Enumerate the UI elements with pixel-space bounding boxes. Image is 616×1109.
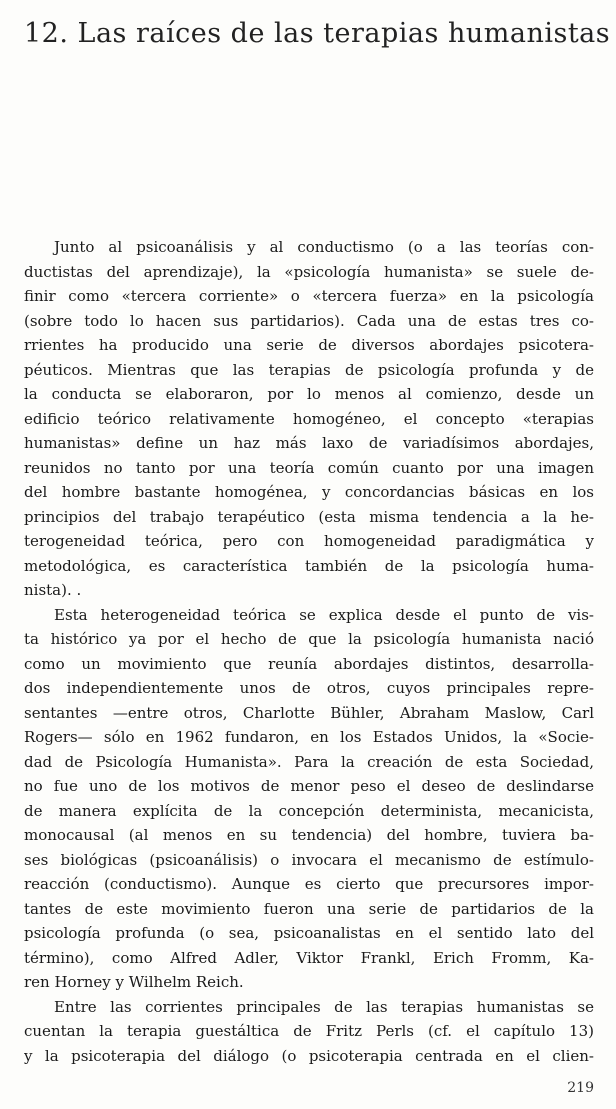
text-line: ren Horney y Wilhelm Reich. [24,973,244,991]
text-line: psicología profunda (o sea, psicoanalistas en el sentido lato del [24,924,594,942]
text-line: metodológica, es característica también de la psicología huma- [24,556,594,575]
text-line: monocausal (al menos en su tendencia) del hombre, tuviera ba- [24,826,594,844]
text-line: no fue uno de los motivos de menor peso el deseo de deslindarse [24,777,594,795]
text-line: cuentan la terapia guestáltica de Fritz Perls (cf. el capítulo 13) [24,1022,594,1040]
paragraph [24,603,594,995]
text-line: nista). . [24,581,82,599]
body-text [24,235,594,1068]
text-line: tantes de este movimiento fueron una serie de partidarios de la [24,899,594,918]
text-line: Entre las corrientes principales de las terapias humanistas se [54,997,594,1016]
text-line: (sobre todo lo hacen sus partidarios). Cada una de estas tres co- [24,311,594,330]
text-line: ductistas del aprendizaje), la «psicología humanista» se suele de- [24,262,594,281]
text-line: reunidos no tanto por una teoría común cuanto por una imagen [24,458,594,477]
paragraph [24,995,594,1069]
text-line: dad de Psicología Humanista». Para la creación de esta Sociedad, [24,752,594,771]
text-line: como un movimiento que reunía abordajes distintos, desarrolla- [24,654,594,673]
text-line: edificio teórico relativamente homogéneo, el concepto «terapias [24,409,594,428]
text-line: rrientes ha producido una serie de diversos abordajes psicotera- [24,336,594,354]
text-line: ta histórico ya por el hecho de que la psicología humanista nació [24,630,594,648]
chapter-title: 12. Las raíces de las terapias humanistas [24,18,611,49]
text-line: humanistas» define un haz más laxo de variadísimos abordajes, [24,434,594,452]
text-line: finir como «tercera corriente» o «tercera fuerza» en la psicología [24,287,594,305]
text-line: del hombre bastante homogénea, y concordancias básicas en los [24,483,594,501]
text-line: Rogers— sólo en 1962 fundaron, en los Estados Unidos, la «Socie- [24,728,594,746]
text-line: reacción (conductismo). Aunque es cierto que precursores impor- [24,875,594,893]
text-line: péuticos. Mientras que las terapias de psicología profunda y de [24,360,594,379]
paragraph [24,235,594,603]
text-line: Esta heterogeneidad teórica se explica desde el punto de vis- [54,605,594,624]
text-line: Junto al psicoanálisis y al conductismo (o a las teorías con- [54,238,594,256]
text-line: dos independientemente unos de otros, cuyos principales repre- [24,679,594,697]
text-line: sentantes —entre otros, Charlotte Bühler, Abraham Maslow, Carl [24,703,594,722]
text-line: la conducta se elaboraron, por lo menos al comienzo, desde un [24,385,594,403]
page-number: 219 [567,1080,594,1096]
text-line: término), como Alfred Adler, Viktor Frankl, Erich Fromm, Ka- [24,948,594,967]
text-line: de manera explícita de la concepción determinista, mecanicista, [24,801,594,820]
text-line: terogeneidad teórica, pero con homogeneidad paradigmática y [24,532,594,550]
text-line: y la psicoterapia del diálogo (o psicoterapia centrada en el clien- [24,1046,594,1065]
text-line: ses biológicas (psicoanálisis) o invocara el mecanismo de estímulo- [24,850,594,869]
text-line: principios del trabajo terapéutico (esta misma tendencia a la he- [24,507,594,526]
